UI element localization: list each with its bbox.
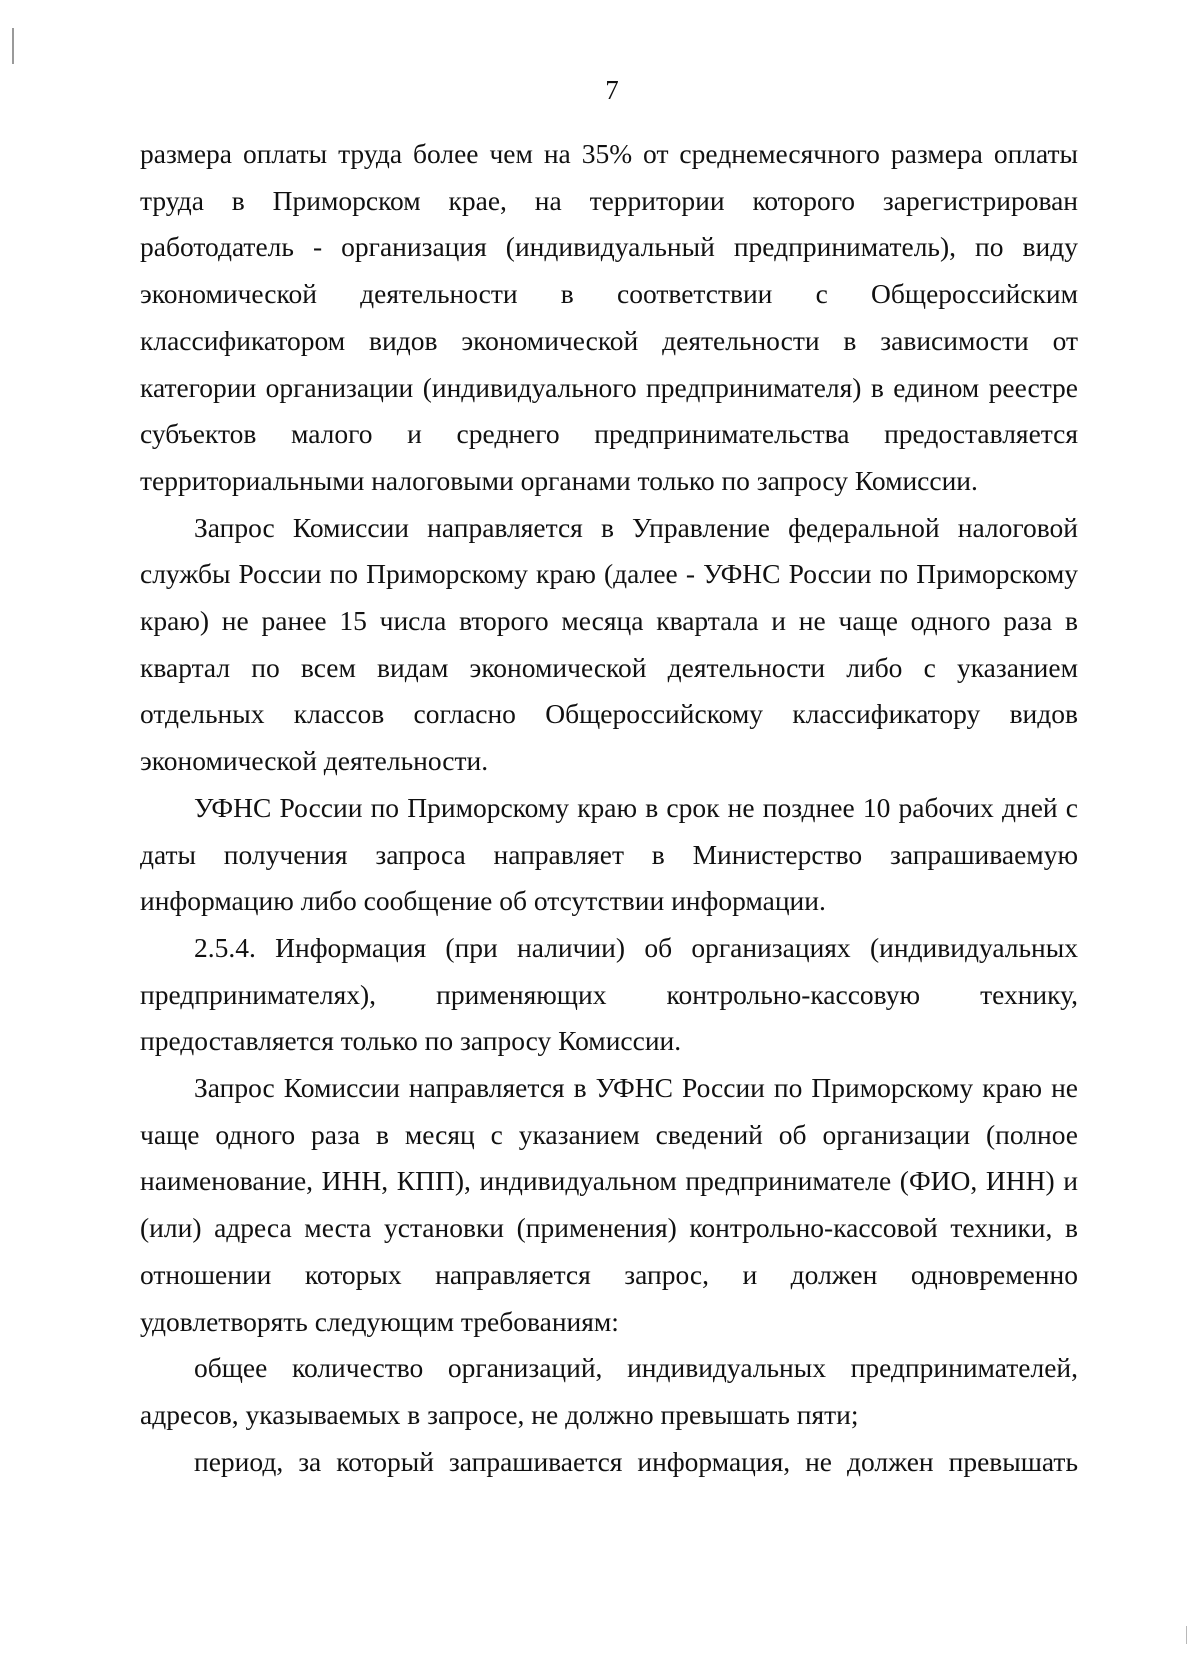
paragraph: 2.5.4. Информация (при наличии) об организациях (индивидуальных предпринимателях), применяющих контрольно-кассовую технику, предоставляется только по запросу Комиссии. [140, 931, 1078, 1057]
scan-edge-mark [12, 28, 14, 64]
scan-edge-mark [1186, 1626, 1187, 1644]
document-body [140, 131, 1078, 1485]
paragraph: период, за который запрашивается информация, не должен превышать [194, 1445, 1078, 1477]
paragraph: Запрос Комиссии направляется в Управление федеральной налоговой службы России по Приморскому краю (далее - УФНС России по Приморскому краю) не ранее 15 числа второго месяца квартала и не чаще одного раза в квартал по всем видам экономической деятельности либо с указанием отдельных классов согласно Общероссийскому классификатору видов экономической деятельности. [140, 511, 1078, 777]
paragraph: общее количество организаций, индивидуальных предпринимателей, адресов, указываемых в запросе, не должно превышать пяти; [140, 1352, 1078, 1430]
paragraph: Запрос Комиссии направляется в УФНС России по Приморскому краю не чаще одного раза в месяц с указанием сведений об организации (полное наименование, ИНН, КПП), индивидуальном предпринимателе (ФИО, ИНН) и (или) адреса места установки (применения) контрольно-кассовой техники, в отношении которых направляется запрос, и должен одновременно удовлетворять следующим требованиям: [140, 1072, 1078, 1337]
paragraph: размера оплаты труда более чем на 35% от среднемесячного размера оплаты труда в Приморском крае, на территории которого зарегистрирован работодатель - организация (индивидуальный предприниматель), по виду экономической деятельности в соответствии с Общероссийским классификатором видов экономической деятельности в зависимости от категории организации (индивидуального предпринимателя) в едином реестре субъектов малого и среднего предпринимательства предоставляется территориальными налоговыми органами только по запросу Комиссии. [140, 138, 1078, 496]
page-number: 7 [605, 75, 619, 105]
paragraph: УФНС России по Приморскому краю в срок не позднее 10 рабочих дней с даты получения запроса направляет в Министерство запрашиваемую информацию либо сообщение об отсутствии информации. [140, 791, 1078, 917]
